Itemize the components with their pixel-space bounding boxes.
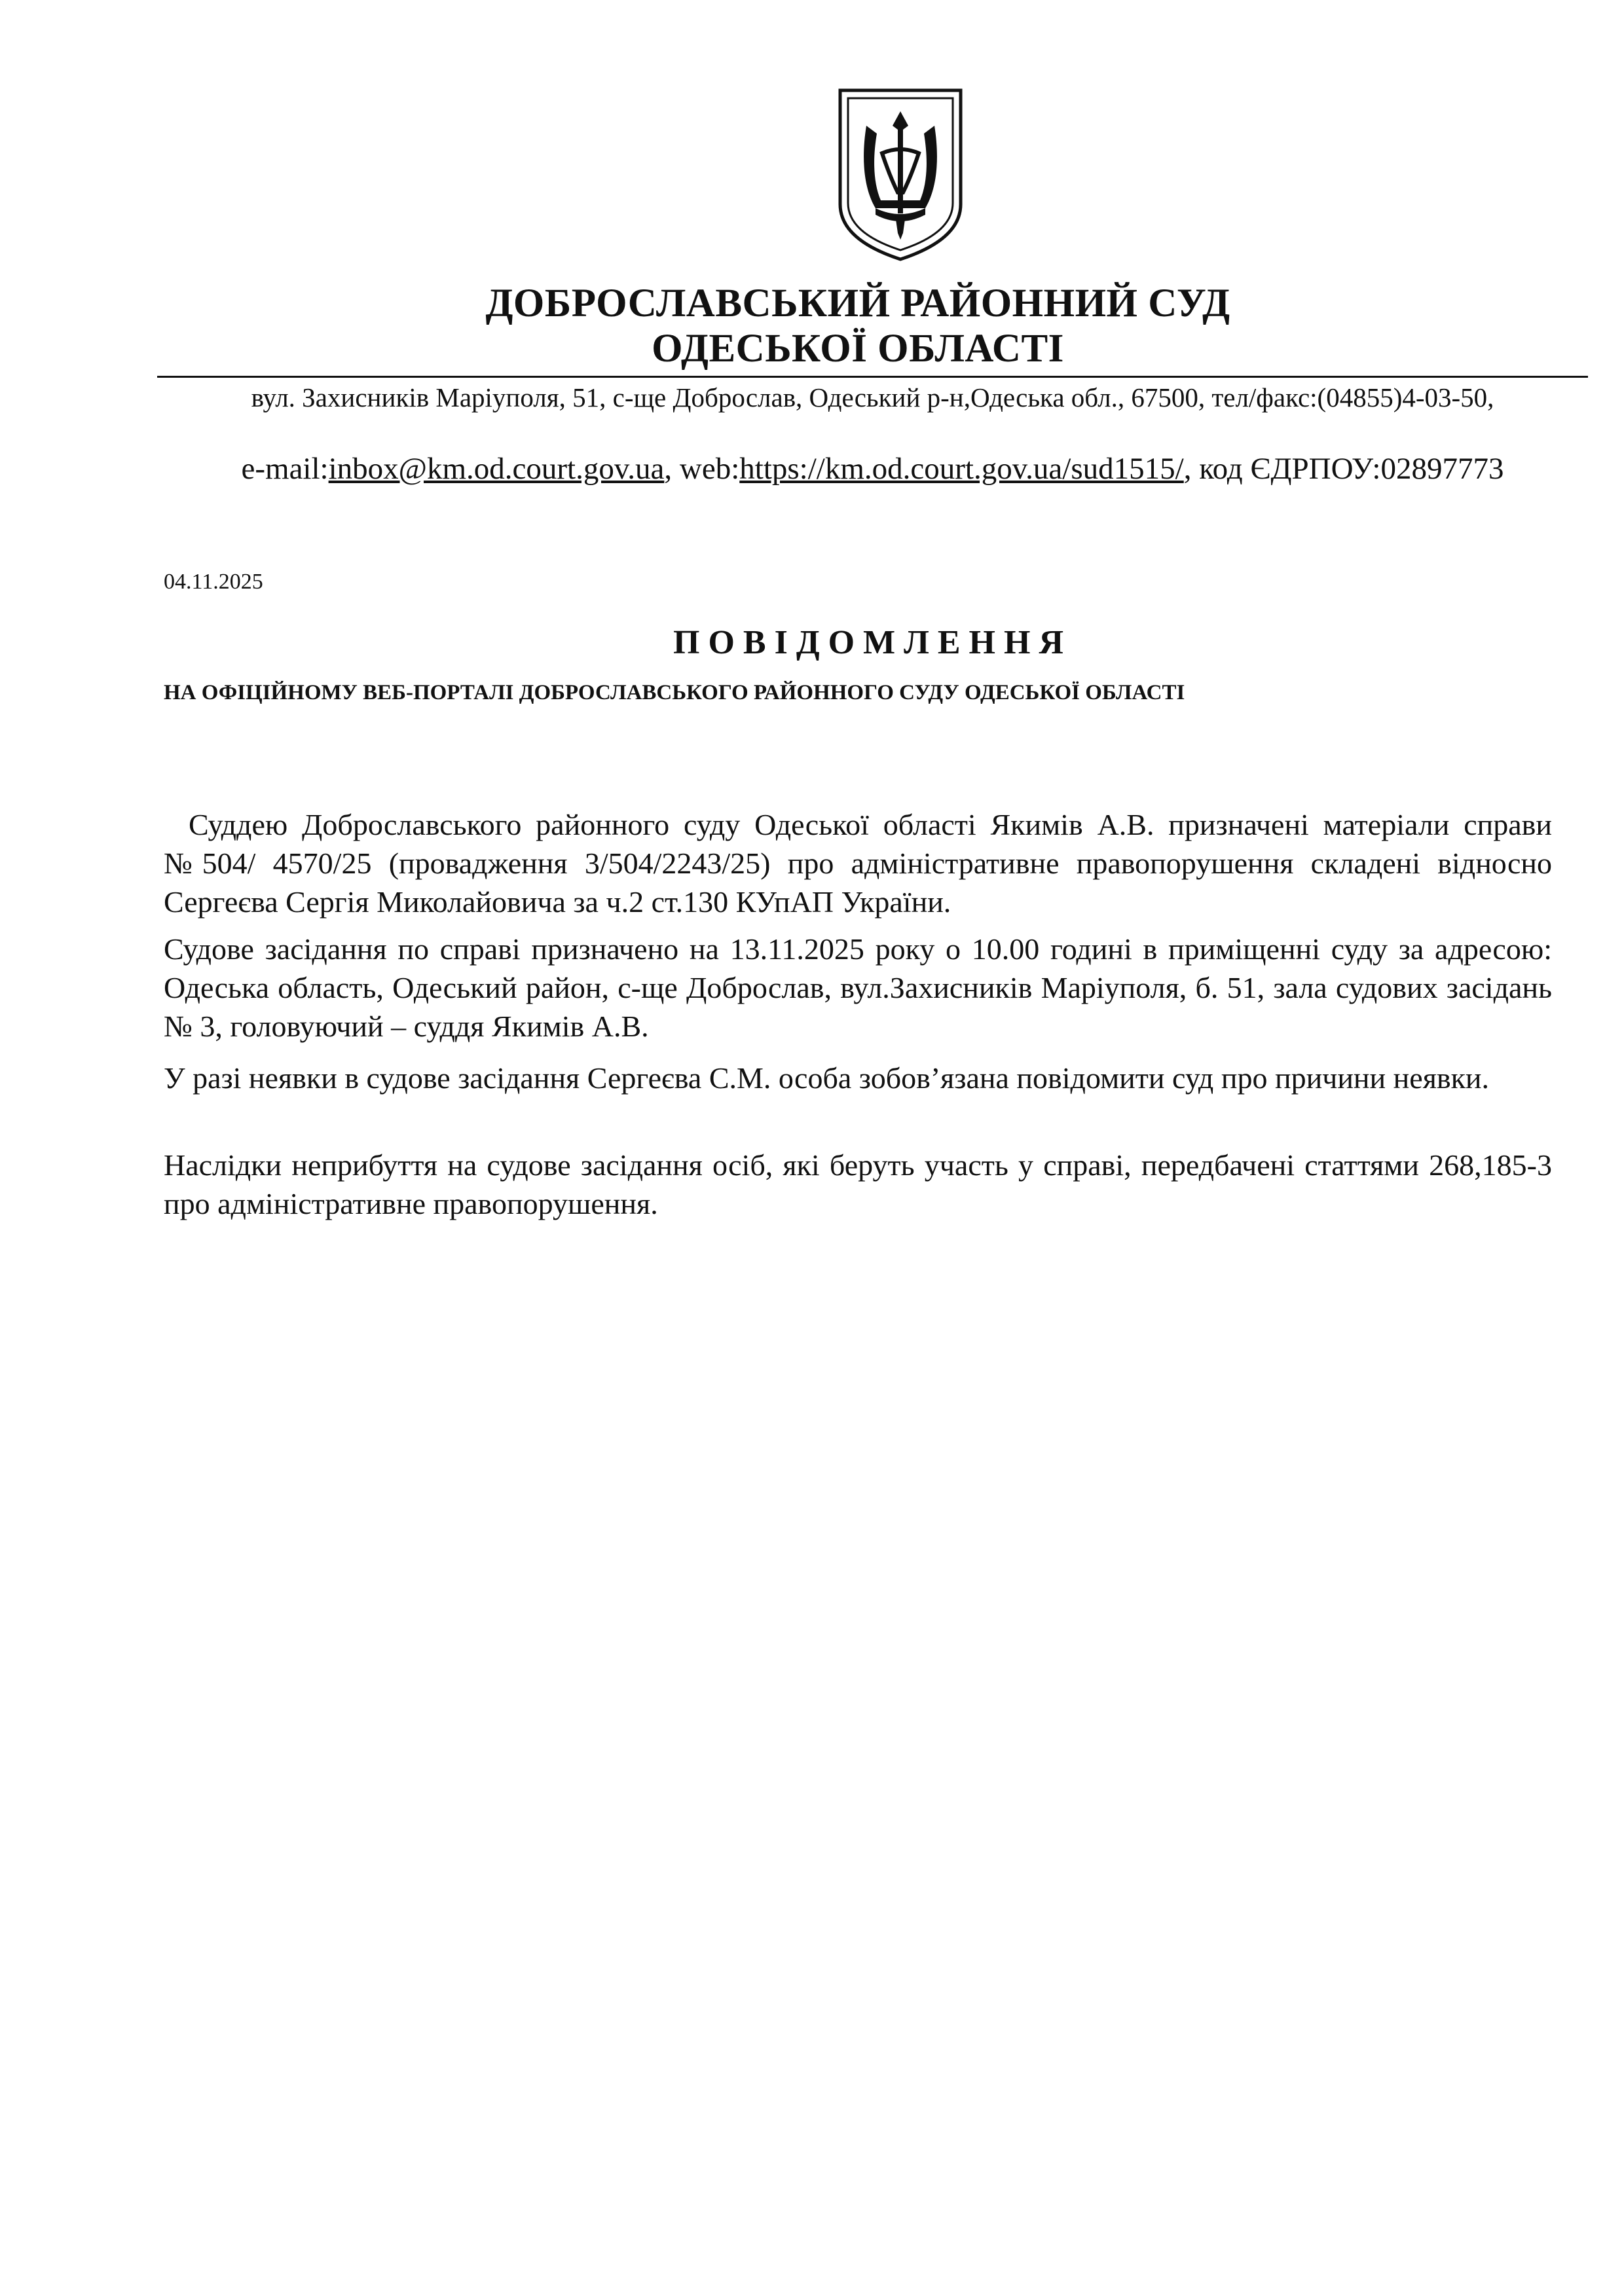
paragraph-hearing-schedule: Судове засідання по справі призначено на 13.11.2025 року о 10.00 годині в приміщенні суду за адресою: Одеська область, Одеський район, с-ще Доброслав, вул.Захисників Маріуполя, б. 51, зала судових засідань № 3, головуючий – суддя Якимів А.В.: [164, 932, 1552, 1043]
website-link[interactable]: https://km.od.court.gov.ua/sud1515/: [739, 452, 1184, 486]
email-link[interactable]: inbox@km.od.court.gov.ua: [328, 452, 665, 486]
paragraph-absence-notice: У разі неявки в судове засідання Сергеєва С.М. особа зобов’язана повідомити суд про причини неявки.: [164, 1061, 1490, 1095]
paragraph-consequences: Наслідки неприбуття на судове засідання осіб, які беруть участь у справі, передбачені статтями 268,185-3 про адміністративне правопорушення.: [164, 1148, 1552, 1220]
paragraph-case-assignment: Суддею Доброславського районного суду Одеської області Якимів А.В. призначені матеріали справи №504/ 4570/25 (провадження 3/504/2243/25) про адміністративне правопорушення складені відносно Сергеєва Сергія Миколайовича за ч.2 ст.130 КУпАП України.: [164, 808, 1552, 919]
notice-date: 04.11.2025: [164, 570, 263, 594]
edrpou-code: , код ЄДРПОУ:02897773: [1183, 452, 1504, 486]
trident-coat-of-arms-icon: [835, 85, 966, 263]
court-contacts: [157, 450, 1588, 488]
header-divider: [157, 376, 1588, 378]
notice-subtitle: НА ОФІЦІЙНОМУ ВЕБ-ПОРТАЛІ ДОБРОСЛАВСЬКОГО РАЙОННОГО СУДУ ОДЕСЬКОЇ ОБЛАСТІ: [164, 681, 1185, 704]
email-label: e-mail:: [241, 452, 329, 486]
court-address: вул. Захисників Маріуполя, 51, с-ще Доброслав, Одеський р-н,Одеська обл., 67500, тел/факс:(04855)4-03-50,: [251, 382, 1494, 412]
court-name-line2: ОДЕСЬКОЇ ОБЛАСТІ: [652, 327, 1064, 371]
court-name-line1: ДОБРОСЛАВСЬКИЙ РАЙОННИЙ СУД: [485, 282, 1230, 325]
web-label: , web:: [664, 452, 740, 486]
notice-title: ПОВІДОМЛЕННЯ: [673, 624, 1072, 661]
